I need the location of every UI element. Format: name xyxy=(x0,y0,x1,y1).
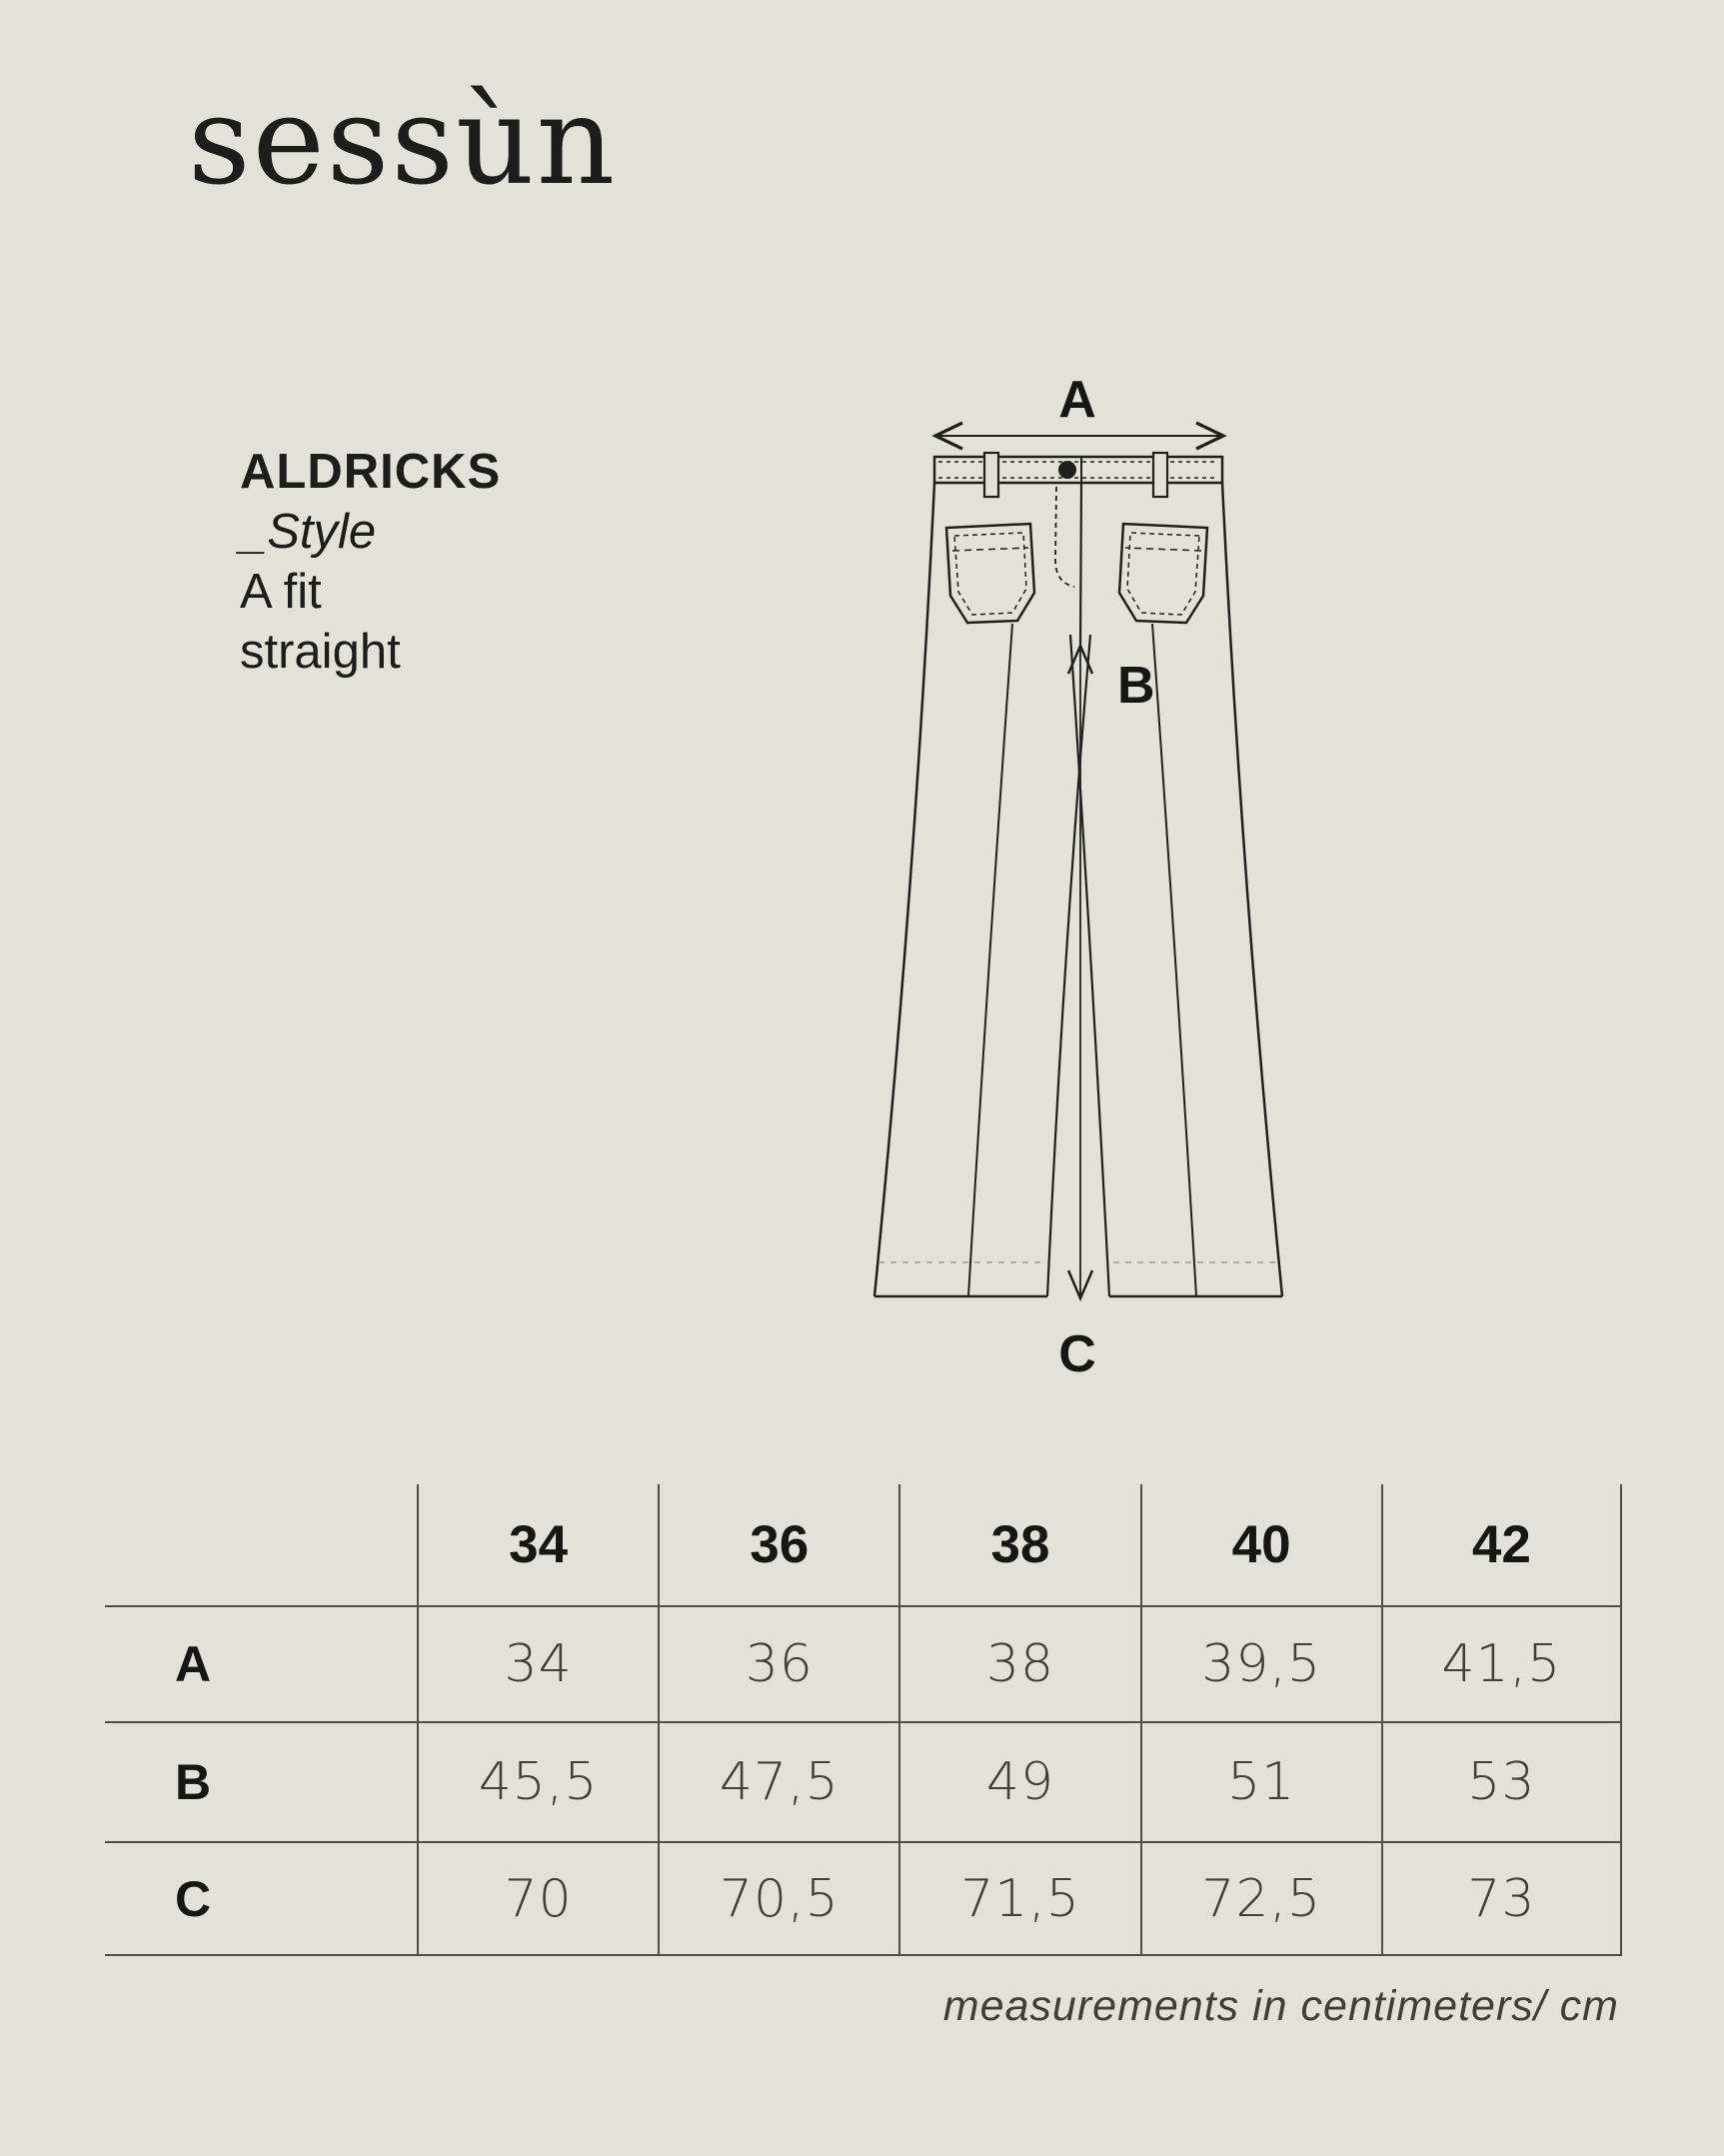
table-corner-cell xyxy=(105,1484,417,1605)
product-info xyxy=(240,442,501,682)
right-crease xyxy=(1152,624,1196,1296)
size-column-header: 40 xyxy=(1140,1484,1381,1605)
measurement-cell: 71,5 xyxy=(898,1841,1139,1956)
measurement-cell: 45,5 xyxy=(417,1721,658,1841)
measure-bc-arrow xyxy=(1068,646,1092,1298)
measurement-cell: 41,5 xyxy=(1381,1605,1622,1721)
fly-stitch xyxy=(1055,487,1074,587)
center-front-seam xyxy=(1080,483,1081,648)
measurement-cell: 47,5 xyxy=(658,1721,898,1841)
right-pocket xyxy=(1119,524,1207,623)
belt-loops xyxy=(984,453,1167,497)
measurement-unit-note: measurements in centimeters/ cm xyxy=(942,1982,1619,2030)
right-outer-seam xyxy=(1222,483,1282,1296)
waist-button xyxy=(1058,461,1076,479)
brand-logo: sessùn xyxy=(188,70,618,212)
waistband xyxy=(934,457,1222,483)
measurement-cell: 38 xyxy=(898,1605,1139,1721)
measurement-cell: 39,5 xyxy=(1140,1605,1381,1721)
product-name: ALDRICKS xyxy=(240,445,502,499)
product-fit-line-1: A fit xyxy=(240,565,322,619)
measurement-cell: 36 xyxy=(658,1605,898,1721)
measure-a-label: A xyxy=(1058,371,1096,429)
size-column-header: 34 xyxy=(417,1484,658,1605)
measure-row-label: B xyxy=(105,1721,417,1841)
right-inseam xyxy=(1070,635,1109,1296)
measurement-cell: 73 xyxy=(1381,1841,1622,1956)
size-table xyxy=(105,1484,1622,1956)
pants-technical-drawing xyxy=(850,370,1349,1409)
measurement-cell: 70,5 xyxy=(658,1841,898,1956)
left-outer-seam xyxy=(874,483,934,1296)
left-crease xyxy=(968,624,1012,1296)
measure-row-label: C xyxy=(105,1841,417,1956)
measure-b-label: B xyxy=(1117,657,1155,715)
left-pocket xyxy=(946,524,1034,623)
size-column-header: 36 xyxy=(658,1484,898,1605)
measurement-cell: 34 xyxy=(417,1605,658,1721)
measure-c-label: C xyxy=(1058,1325,1096,1383)
measurement-cell: 51 xyxy=(1140,1721,1381,1841)
measure-row-label: A xyxy=(105,1605,417,1721)
measurement-cell: 72,5 xyxy=(1140,1841,1381,1956)
measurement-cell: 49 xyxy=(898,1721,1139,1841)
product-style-label: _Style xyxy=(240,505,377,559)
product-fit-line-2: straight xyxy=(240,625,401,679)
size-column-header: 38 xyxy=(898,1484,1139,1605)
size-column-header: 42 xyxy=(1381,1484,1622,1605)
measurement-cell: 70 xyxy=(417,1841,658,1956)
measurement-cell: 53 xyxy=(1381,1721,1622,1841)
left-inseam xyxy=(1047,635,1090,1296)
